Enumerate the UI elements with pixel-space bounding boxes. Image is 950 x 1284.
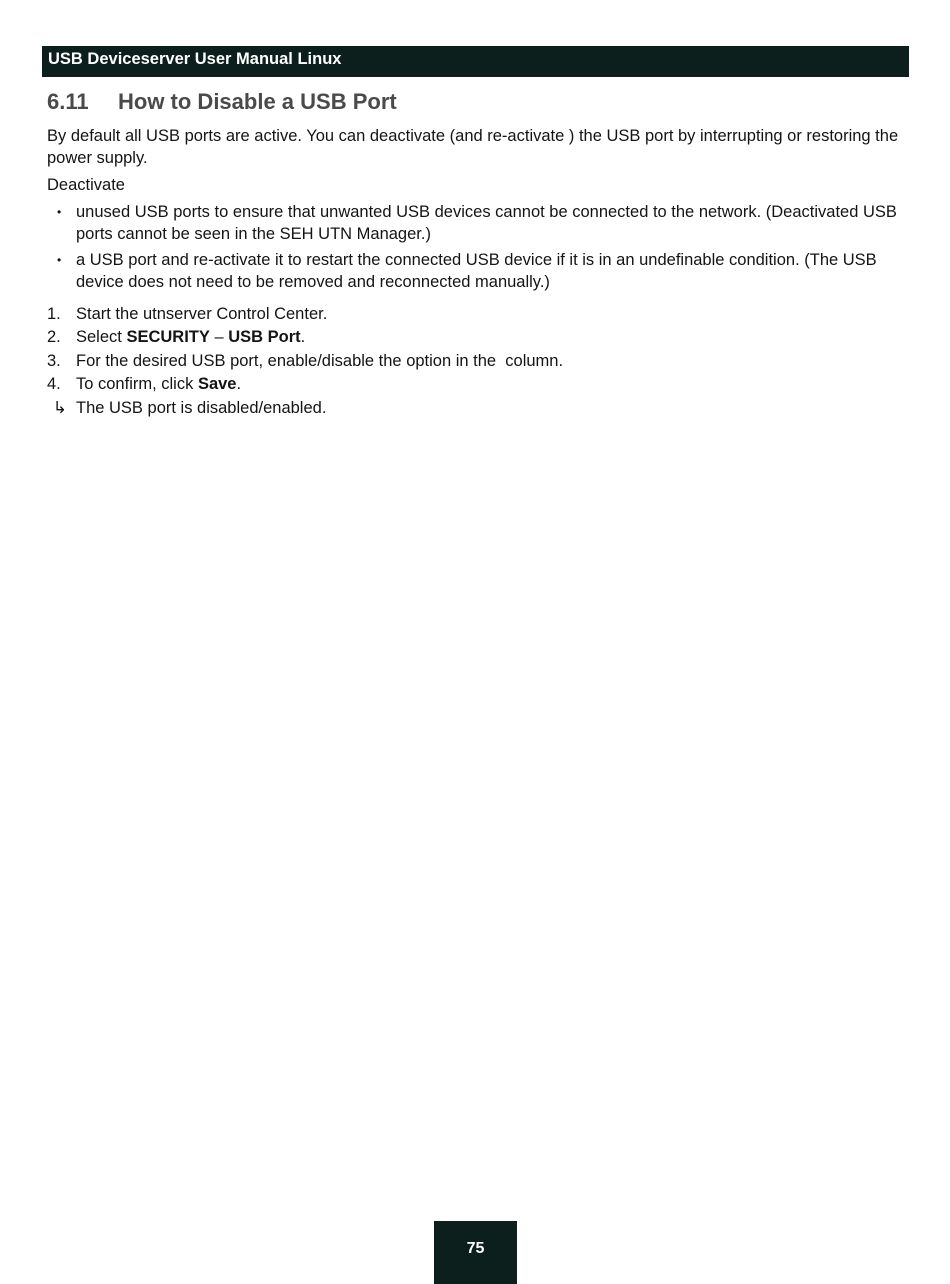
bullet-text: unused USB ports to ensure that unwanted USB devices cannot be connected to the network. (Deactivated USB ports cannot be seen in the SEH UTN Manager.) <box>76 203 897 243</box>
list-item <box>47 201 909 245</box>
running-header <box>42 46 909 77</box>
bullet-icon: • <box>57 253 62 267</box>
step-1 <box>47 303 909 325</box>
section-number: 6.11 <box>47 89 89 114</box>
bullet-text: a USB port and re-activate it to restart the connected USB device if it is in an undefinable condition. (The USB device does not need to be removed and reconnected manually.) <box>76 251 877 291</box>
menu-usb-port: USB Port <box>228 328 301 346</box>
step-3 <box>47 350 909 372</box>
deactivate-label: Deactivate <box>47 176 125 194</box>
step-text: Select SECURITY – USB Port. <box>76 328 306 346</box>
manual-title: USB Deviceserver User Manual Linux <box>48 50 342 68</box>
list-item <box>47 249 909 293</box>
bullet-icon: • <box>57 205 62 219</box>
result-text: The USB port is disabled/enabled. <box>76 399 327 417</box>
step-number: 1. <box>47 305 61 323</box>
section-title: How to Disable a USB Port <box>118 89 397 114</box>
step-4 <box>47 373 909 395</box>
step-text: For the desired USB port, enable/disable the option in the column. <box>76 352 564 370</box>
intro-paragraph: By default all USB ports are active. You can deactivate (and re-activate ) the USB port by interrupting or restoring the power supply. <box>47 127 899 167</box>
step-number: 4. <box>47 375 61 393</box>
step-text: To confirm, click Save. <box>76 375 242 393</box>
step-text: Start the utnserver Control Center. <box>76 305 328 323</box>
page-number: 75 <box>466 1240 485 1257</box>
result-line <box>47 397 909 419</box>
menu-security: SECURITY <box>126 328 210 346</box>
section-heading <box>47 89 397 115</box>
result-arrow-icon: ↳ <box>53 399 67 417</box>
step-number: 2. <box>47 328 61 346</box>
step-number: 3. <box>47 352 61 370</box>
save-label: Save <box>197 375 237 393</box>
page-number-box <box>434 1221 517 1284</box>
step-2 <box>47 326 909 348</box>
